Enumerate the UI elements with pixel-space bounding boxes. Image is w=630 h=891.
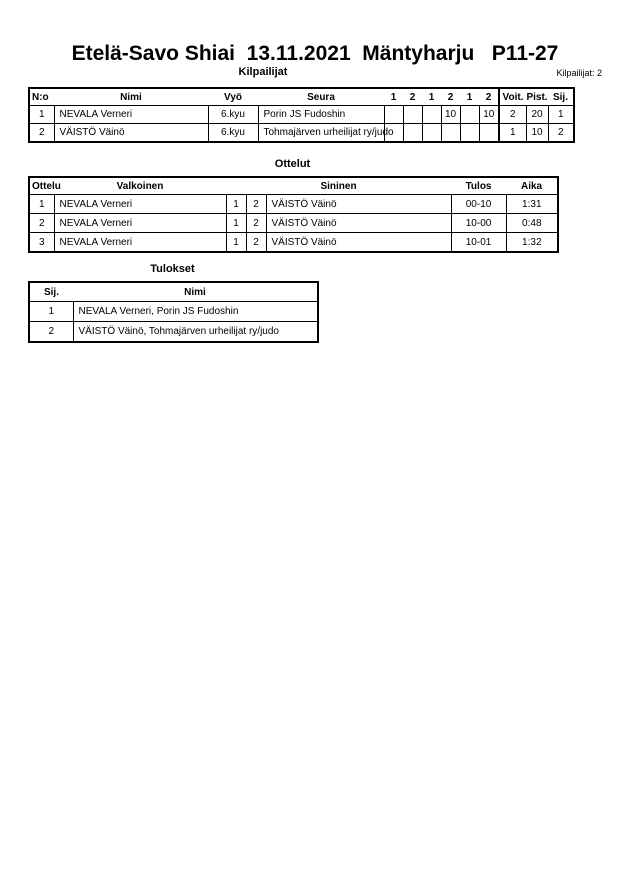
col-header-score-6: 2 <box>485 91 492 103</box>
cell-place: 1 <box>29 302 73 322</box>
competitors-table-caption: Kilpailijat <box>238 66 288 78</box>
col-header-score-3: 1 <box>428 91 435 103</box>
cell-blue-name: VÄISTÖ Väinö <box>266 195 451 214</box>
results-table <box>28 281 319 343</box>
cell-place: 2 <box>29 322 73 343</box>
col-header-no: N:o <box>32 91 49 103</box>
results-table-caption: Tulokset <box>150 263 195 275</box>
table-row <box>29 106 574 124</box>
cell-result: 10-01 <box>451 233 506 253</box>
cell-time: 0:48 <box>506 214 558 233</box>
cell-score <box>422 124 441 143</box>
cell-white-num: 1 <box>226 195 246 214</box>
competitors-header-row <box>29 88 574 106</box>
cell-score <box>403 106 422 124</box>
col-header-club: Seura <box>307 91 335 103</box>
cell-place: 1 <box>548 106 574 124</box>
col-header-result: Tulos <box>465 180 492 192</box>
col-header-blue: Sininen <box>320 180 357 192</box>
cell-blue-num: 2 <box>246 233 266 253</box>
cell-score <box>460 106 479 124</box>
cell-name: NEVALA Verneri <box>54 106 208 124</box>
matches-table-caption: Ottelut <box>274 158 311 170</box>
club-overflow-text: Tohmajärven urheilijat ry/judo <box>263 127 394 138</box>
col-header-place: Sij. <box>43 286 59 298</box>
cell-match-no: 1 <box>29 195 54 214</box>
cell-wins: 1 <box>499 124 526 143</box>
col-header-score-2: 2 <box>409 91 416 103</box>
cell-time: 1:32 <box>506 233 558 253</box>
cell-blue-num: 2 <box>246 214 266 233</box>
cell-score: 10 <box>479 106 499 124</box>
col-header-name: Nimi <box>120 91 142 103</box>
col-header-score-5: 1 <box>466 91 473 103</box>
cell-white-name: NEVALA Verneri <box>54 233 226 253</box>
cell-no: 2 <box>29 124 54 143</box>
cell-white-name: NEVALA Verneri <box>54 195 226 214</box>
cell-match-no: 3 <box>29 233 54 253</box>
col-header-match: Ottelu <box>32 180 61 192</box>
cell-match-no: 2 <box>29 214 54 233</box>
cell-white-num: 1 <box>226 233 246 253</box>
competitors-count-label: Kilpailijat: 2 <box>556 68 602 78</box>
col-header-points: Pist. <box>526 91 548 103</box>
cell-white-name: NEVALA Verneri <box>54 214 226 233</box>
table-row <box>29 214 558 233</box>
cell-wins: 2 <box>499 106 526 124</box>
cell-belt: 6.kyu <box>208 124 258 143</box>
cell-score <box>384 106 403 124</box>
col-header-belt: Vyö <box>224 91 242 103</box>
table-row <box>29 195 558 214</box>
matches-table <box>28 176 559 253</box>
cell-points: 10 <box>526 124 548 143</box>
cell-score <box>403 124 422 143</box>
table-row <box>29 124 574 143</box>
cell-blue-num: 2 <box>246 195 266 214</box>
col-header-place: Sij. <box>552 91 568 103</box>
cell-score <box>441 124 460 143</box>
table-row <box>29 322 318 343</box>
cell-name-club: NEVALA Verneri, Porin JS Fudoshin <box>73 302 318 322</box>
cell-blue-name: VÄISTÖ Väinö <box>266 214 451 233</box>
page-title: Etelä-Savo Shiai 13.11.2021 Mäntyharju P11-27 <box>71 42 559 65</box>
cell-result: 00-10 <box>451 195 506 214</box>
cell-score <box>422 106 441 124</box>
matches-header-row <box>29 177 558 195</box>
cell-time: 1:31 <box>506 195 558 214</box>
cell-score <box>479 124 499 143</box>
col-header-score-4: 2 <box>447 91 454 103</box>
cell-name: VÄISTÖ Väinö <box>54 124 208 143</box>
cell-place: 2 <box>548 124 574 143</box>
cell-club: Porin JS Fudoshin <box>258 106 384 124</box>
cell-result: 10-00 <box>451 214 506 233</box>
competitors-table <box>28 87 575 143</box>
cell-score <box>460 124 479 143</box>
col-header-time: Aika <box>520 180 543 192</box>
cell-club <box>258 124 394 143</box>
col-header-white: Valkoinen <box>116 180 164 192</box>
table-row <box>29 233 558 253</box>
cell-belt: 6.kyu <box>208 106 258 124</box>
cell-blue-name: VÄISTÖ Väinö <box>266 233 451 253</box>
cell-no: 1 <box>29 106 54 124</box>
cell-points: 20 <box>526 106 548 124</box>
results-header-row <box>29 282 318 302</box>
col-header-name: Nimi <box>184 286 206 298</box>
cell-name-club: VÄISTÖ Väinö, Tohmajärven urheilijat ry/judo <box>73 322 318 343</box>
col-header-score-1: 1 <box>390 91 397 103</box>
table-row <box>29 302 318 322</box>
col-header-wins: Voit. <box>499 88 526 106</box>
cell-white-num: 1 <box>226 214 246 233</box>
cell-score: 10 <box>441 106 460 124</box>
